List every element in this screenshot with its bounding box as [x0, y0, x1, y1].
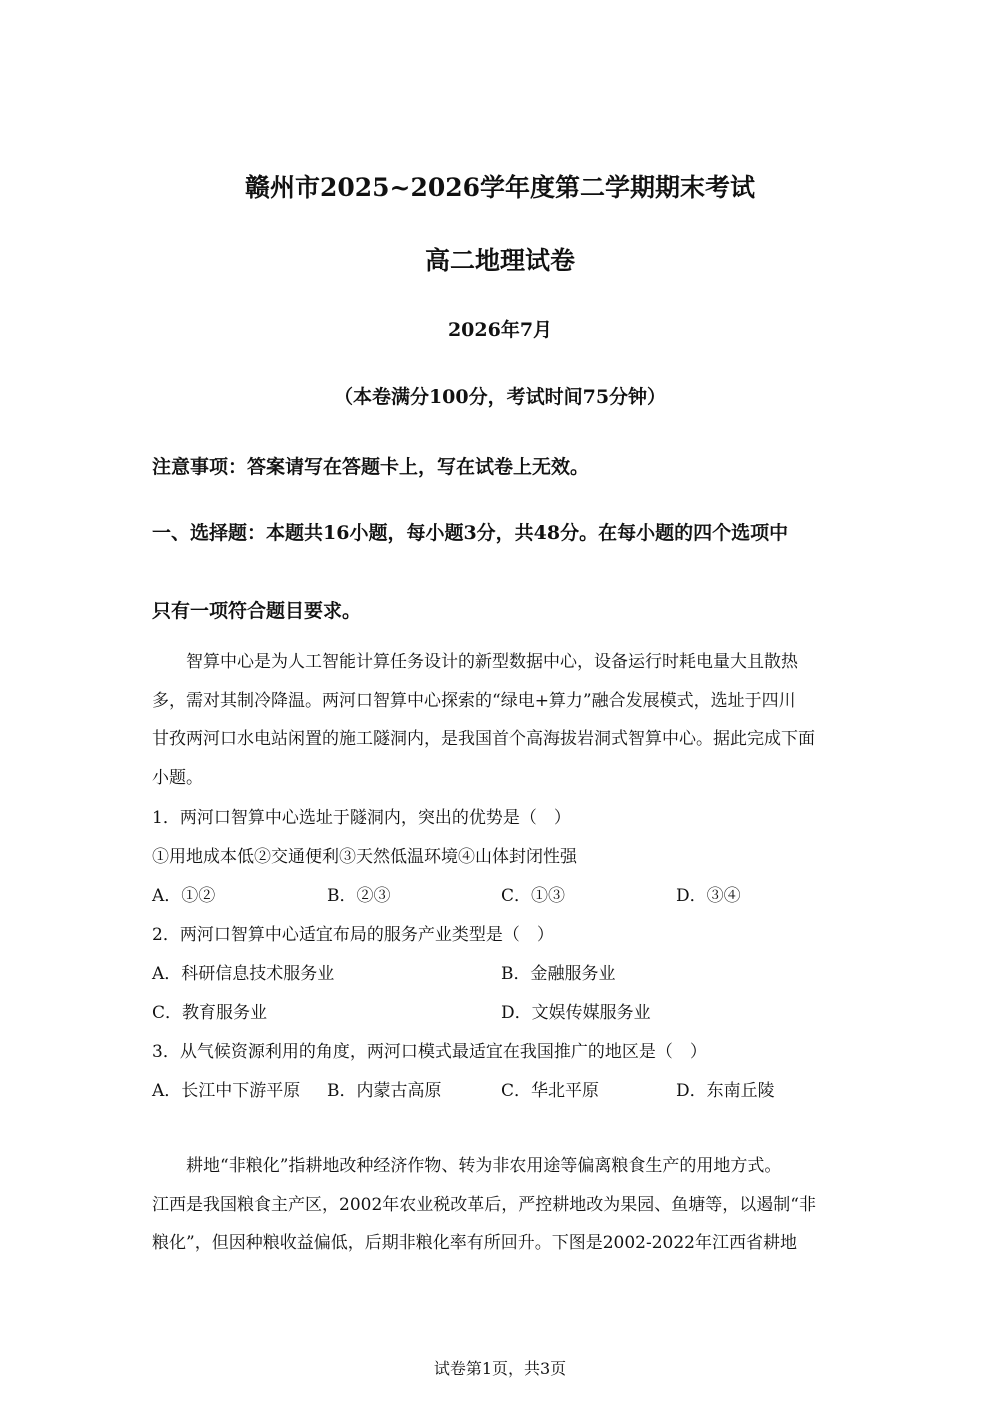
question-3-option-b: B．内蒙古高原 [327, 1081, 442, 1101]
material-2-line: 耕地“非粮化”指耕地改种经济作物、转为非农用途等偏离粮食生产的用地方式。 [186, 1156, 782, 1176]
question-3-option-d: D．东南丘陵 [676, 1081, 775, 1101]
question-2-stem: 2．两河口智算中心适宜布局的服务产业类型是（ ） [152, 925, 554, 945]
page-footer: 试卷第1页，共3页 [433, 1359, 567, 1378]
exam-title: 赣州市2025~2026学年度第二学期期末考试 [244, 173, 756, 202]
material-1-line: 智算中心是为人工智能计算任务设计的新型数据中心，设备运行时耗电量大且散热 [186, 652, 798, 672]
question-1-option-a: A．①② [152, 886, 216, 906]
question-1-items: ①用地成本低②交通便利③天然低温环境④山体封闭性强 [152, 847, 577, 867]
question-1-option-b: B．②③ [327, 886, 391, 906]
section-heading-line1: 一、选择题：本题共16小题，每小题3分，共48分。在每小题的四个选项中 [152, 522, 789, 544]
notice: 注意事项：答案请写在答题卡上，写在试卷上无效。 [152, 456, 590, 478]
score-time-note: （本卷满分100分，考试时间75分钟） [333, 386, 667, 408]
material-1 [152, 643, 852, 797]
question-1-option-d: D．③④ [676, 886, 741, 906]
question-2-option-b: B．金融服务业 [501, 964, 616, 984]
question-2-option-a: A．科研信息技术服务业 [152, 964, 335, 984]
material-2-line: 粮化”，但因种粮收益偏低，后期非粮化率有所回升。下图是2002-2022年江西省耕地 [152, 1233, 797, 1253]
material-1-line: 甘孜两河口水电站闲置的施工隧洞内，是我国首个高海拔岩洞式智算中心。据此完成下面 [152, 729, 815, 749]
material-2 [152, 1147, 852, 1263]
question-1-stem: 1．两河口智算中心选址于隧洞内，突出的优势是（ ） [152, 808, 571, 828]
question-3-option-c: C．华北平原 [501, 1081, 600, 1101]
question-3-stem: 3．从气候资源利用的角度，两河口模式最适宜在我国推广的地区是（ ） [152, 1042, 707, 1062]
material-1-line: 多，需对其制冷降温。两河口智算中心探索的“绿电+算力”融合发展模式，选址于四川 [152, 690, 796, 711]
exam-subject: 高二地理试卷 [424, 246, 575, 275]
material-1-line: 小题。 [152, 767, 203, 788]
material-2-line: 江西是我国粮食主产区，2002年农业税改革后，严控耕地改为果园、鱼塘等，以遏制“非 [152, 1194, 816, 1215]
question-2-option-c: C．教育服务业 [152, 1003, 268, 1023]
question-3-option-a: A．长江中下游平原 [152, 1081, 301, 1101]
section-heading-line2: 只有一项符合题目要求。 [152, 600, 362, 622]
exam-date: 2026年7月 [447, 319, 553, 341]
question-2-option-d: D．文娱传媒服务业 [501, 1003, 651, 1023]
question-1-option-c: C．①③ [501, 886, 566, 906]
